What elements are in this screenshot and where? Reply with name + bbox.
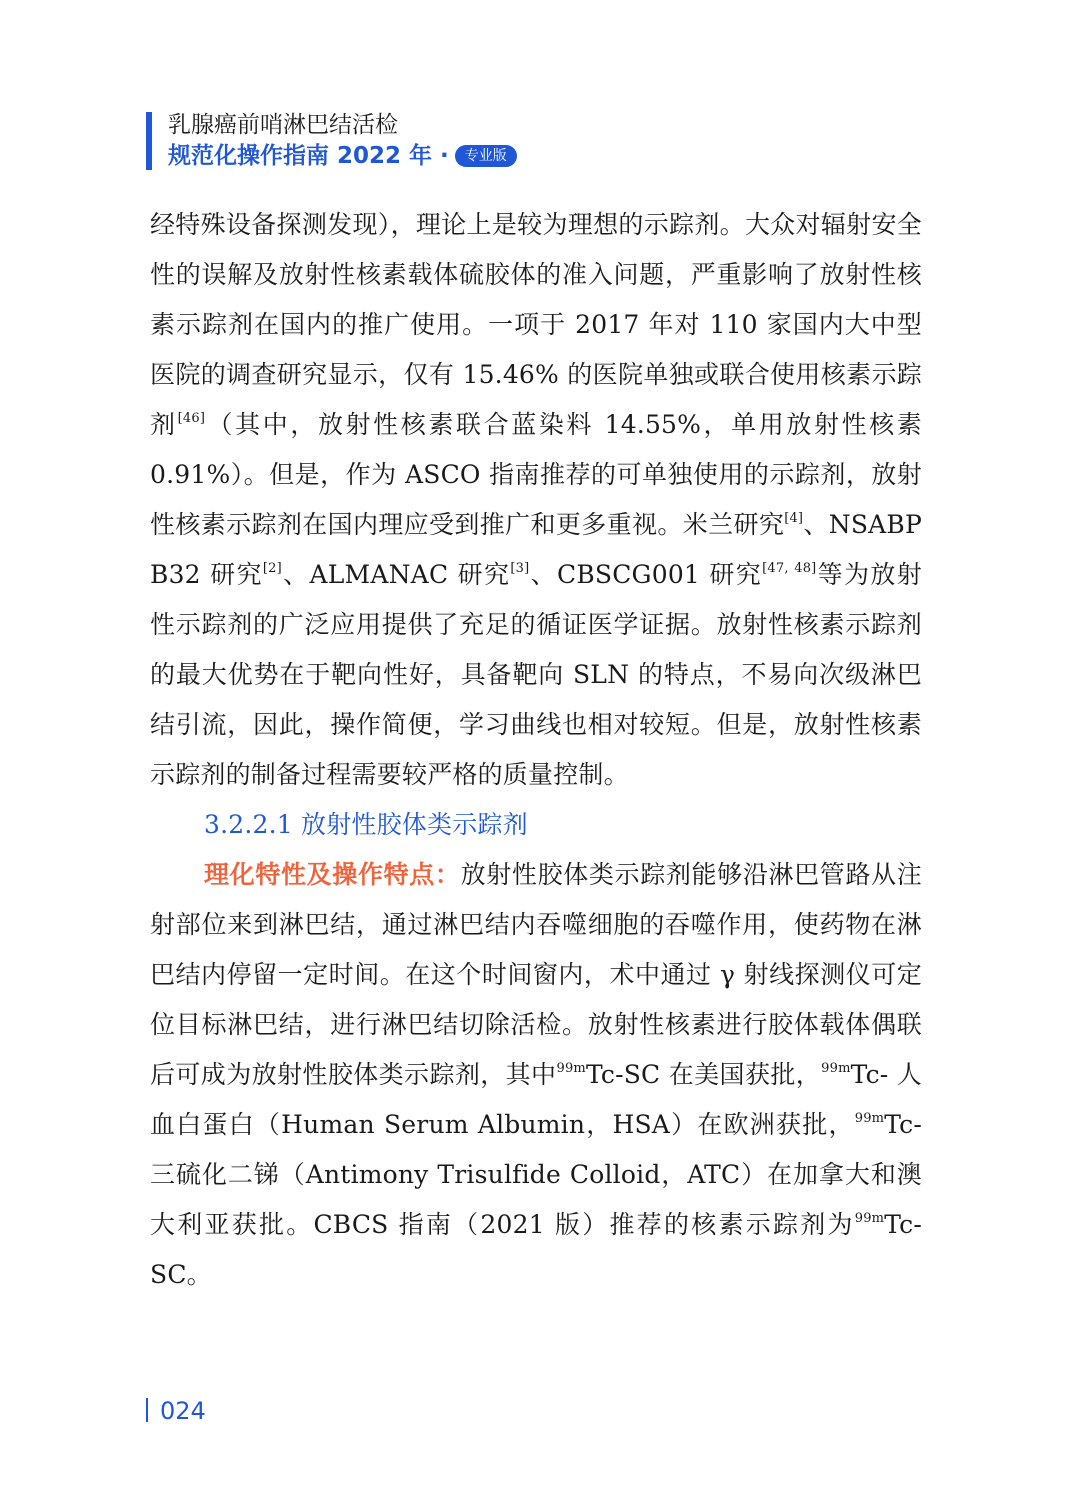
header-accent-bar	[146, 112, 152, 170]
paragraph-2-text: Tc- 三硫化二锑（Antimony Trisulfide Colloid，ATC）在加拿大和澳大利亚获批。CBCS 指南（2021 版）推荐的核素示踪剂为	[150, 1110, 922, 1239]
citation-ref: [3]	[510, 561, 530, 576]
section-heading: 3.2.2.1 放射性胶体类示踪剂	[204, 810, 528, 839]
isotope-superscript: 99m	[854, 1111, 885, 1126]
isotope-superscript: 99m	[854, 1211, 885, 1226]
citation-ref: [4]	[784, 511, 804, 526]
paragraph-1-text: 经特殊设备探测发现），理论上是较为理想的示踪剂。大众对辐射安全性的误解及放射性核素载体硫胶体的准入问题，严重影响了放射性核素示踪剂在国内的推广使用。一项于 2017 年对 110 家国内大中型医院的调查研究显示，仅有 15.46% 的医院单独或联合使用核素示踪剂	[150, 210, 922, 439]
paragraph-2-text: 放射性胶体类示踪剂能够沿淋巴管路从注射部位来到淋巴结，通过淋巴结内吞噬细胞的吞噬作用，使药物在淋巴结内停留一定时间。在这个时间窗内，术中通过 γ 射线探测仪可定位目标淋巴结，进行淋巴结切除活检。放射性核素进行胶体载体偶联后可成为放射性胶体类示踪剂，其中	[150, 860, 922, 1089]
footer-accent-bar	[146, 1398, 148, 1422]
paragraph-1-text: 、ALMANAC 研究	[281, 560, 511, 589]
isotope-superscript: 99m	[821, 1061, 851, 1076]
header-title-line1: 乳腺癌前哨淋巴结活检	[168, 112, 398, 138]
main-body	[150, 200, 922, 1300]
header-title-text: 规范化操作指南 2022 年 ·	[168, 143, 449, 169]
citation-ref: [47, 48]	[762, 561, 817, 576]
isotope-superscript: 99m	[556, 1061, 586, 1076]
header-title-line2	[168, 141, 517, 171]
paragraph-1-text: 、CBSCG001 研究	[529, 560, 763, 589]
paragraph-1-text: （其中，放射性核素联合蓝染料 14.55%，单用放射性核素 0.91%）。但是，作为 ASCO 指南推荐的可单独使用的示踪剂，放射性核素示踪剂在国内理应受到推广和更多重视。米兰研究	[150, 410, 922, 539]
paragraph-2-text: Tc-SC 在美国获批，	[585, 1060, 822, 1089]
paragraph-2	[150, 850, 922, 1300]
citation-ref: [2]	[262, 561, 282, 576]
citation-ref: [46]	[177, 411, 206, 426]
highlight-label: 理化特性及操作特点：	[204, 860, 461, 889]
paragraph-1-text: 、NSABP B32 研究	[150, 510, 922, 589]
paragraph-2-text: Tc-SC。	[150, 1210, 922, 1289]
paragraph-1-text: 等为放射性示踪剂的广泛应用提供了充足的循证医学证据。放射性核素示踪剂的最大优势在于靶向性好，具备靶向 SLN 的特点，不易向次级淋巴结引流，因此，操作简便，学习曲线也相对较短。但是，放射性核素示踪剂的制备过程需要较严格的质量控制。	[150, 560, 923, 789]
running-header	[146, 110, 546, 172]
page-number: 024	[160, 1397, 206, 1425]
paragraph-2-text: Tc- 人血白蛋白（Human Serum Albumin，HSA）在欧洲获批，	[150, 1060, 922, 1139]
page-footer	[146, 1396, 206, 1426]
paragraph-1	[150, 200, 922, 800]
edition-badge: 专业版	[455, 145, 517, 167]
